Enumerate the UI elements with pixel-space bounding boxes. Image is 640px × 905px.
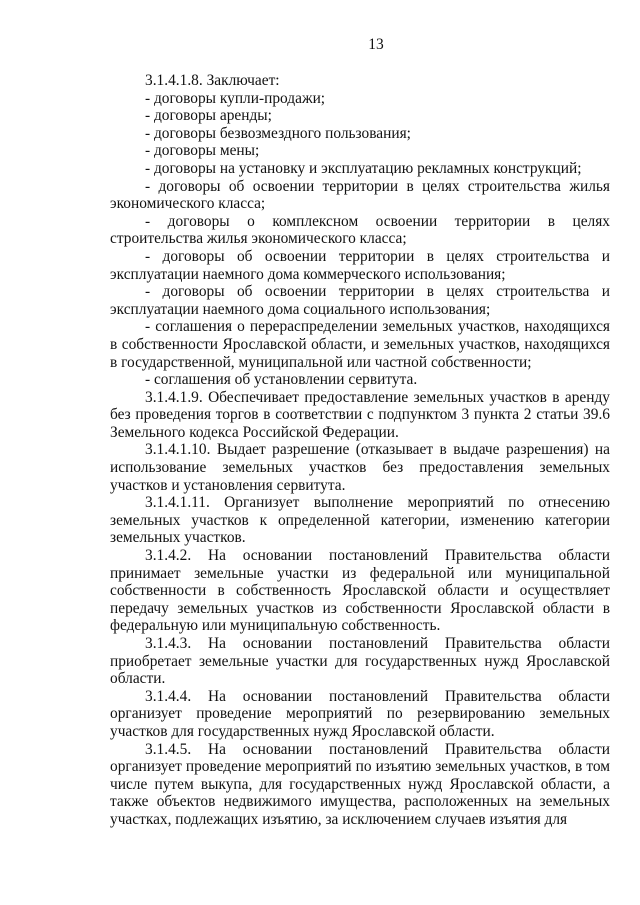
page-number: 13	[368, 36, 384, 53]
list-item: - договоры о комплексном освоении территории в целях строительства жилья экономического класса;	[110, 212, 610, 248]
list-item: - договоры об освоении территории в целях строительства жилья экономического класса;	[110, 177, 610, 213]
list-item: - соглашения о перераспределении земельных участков, находящихся в собственности Ярославской области, и земельных участков, находящихся в государственной, муниципальной или частной собственности;	[110, 318, 610, 371]
paragraph: 3.1.4.1.8. Заключает:	[145, 72, 280, 89]
list-item: - договоры на установку и эксплуатацию рекламных конструкций;	[145, 159, 582, 177]
paragraph: 3.1.4.1.11. Организует выполнение мероприятий по отнесению земельных участков к определенной категории, изменению категории земельных участков.	[110, 494, 610, 547]
paragraph: 3.1.4.2. На основании постановлений Правительства области принимает земельные участки из федеральной или муниципальной собственности в собственность Ярославской области и осуществляет передачу земельных участков из собственности Ярославской области в федеральную или муниципальную собственность.	[110, 547, 610, 635]
list-item: - договоры безвозмездного пользования;	[145, 124, 411, 142]
paragraph: 3.1.4.1.9. Обеспечивает предоставление земельных участков в аренду без проведения торгов в соответствии с подпунктом 3 пункта 2 статьи 39.6 Земельного кодекса Российской Федерации.	[110, 388, 610, 441]
document-body	[110, 72, 610, 829]
paragraph: 3.1.4.1.10. Выдает разрешение (отказывает в выдаче разрешения) на использование земельных участков без предоставления земельных участков и установления сервитута.	[110, 441, 610, 494]
list-item: - договоры купли-продажи;	[145, 89, 326, 107]
list-item: - соглашения об установлении сервитута.	[145, 371, 418, 389]
paragraph: 3.1.4.3. На основании постановлений Правительства области приобретает земельные участки для государственных нужд Ярославской области.	[110, 635, 610, 688]
list-item: - договоры об освоении территории в целях строительства и эксплуатации наемного дома социального использования;	[110, 283, 610, 318]
paragraph: 3.1.4.5. На основании постановлений Правительства области организует проведение мероприятий по изъятию земельных участков, в том числе путем выкупа, для государственных нужд Ярославской области, а также объектов недвижимого имущества, расположенных на земельных участках, подлежащих изъятию, за исключением случаев изъятия для	[110, 740, 610, 828]
list-item: - договоры аренды;	[145, 107, 272, 125]
list-item: - договоры об освоении территории в целях строительства и эксплуатации наемного дома коммерческого использования;	[110, 247, 610, 283]
list-item: - договоры мены;	[145, 142, 260, 160]
paragraph: 3.1.4.4. На основании постановлений Правительства области организует проведение мероприятий по резервированию земельных участков для государственных нужд Ярославской области.	[110, 687, 610, 740]
